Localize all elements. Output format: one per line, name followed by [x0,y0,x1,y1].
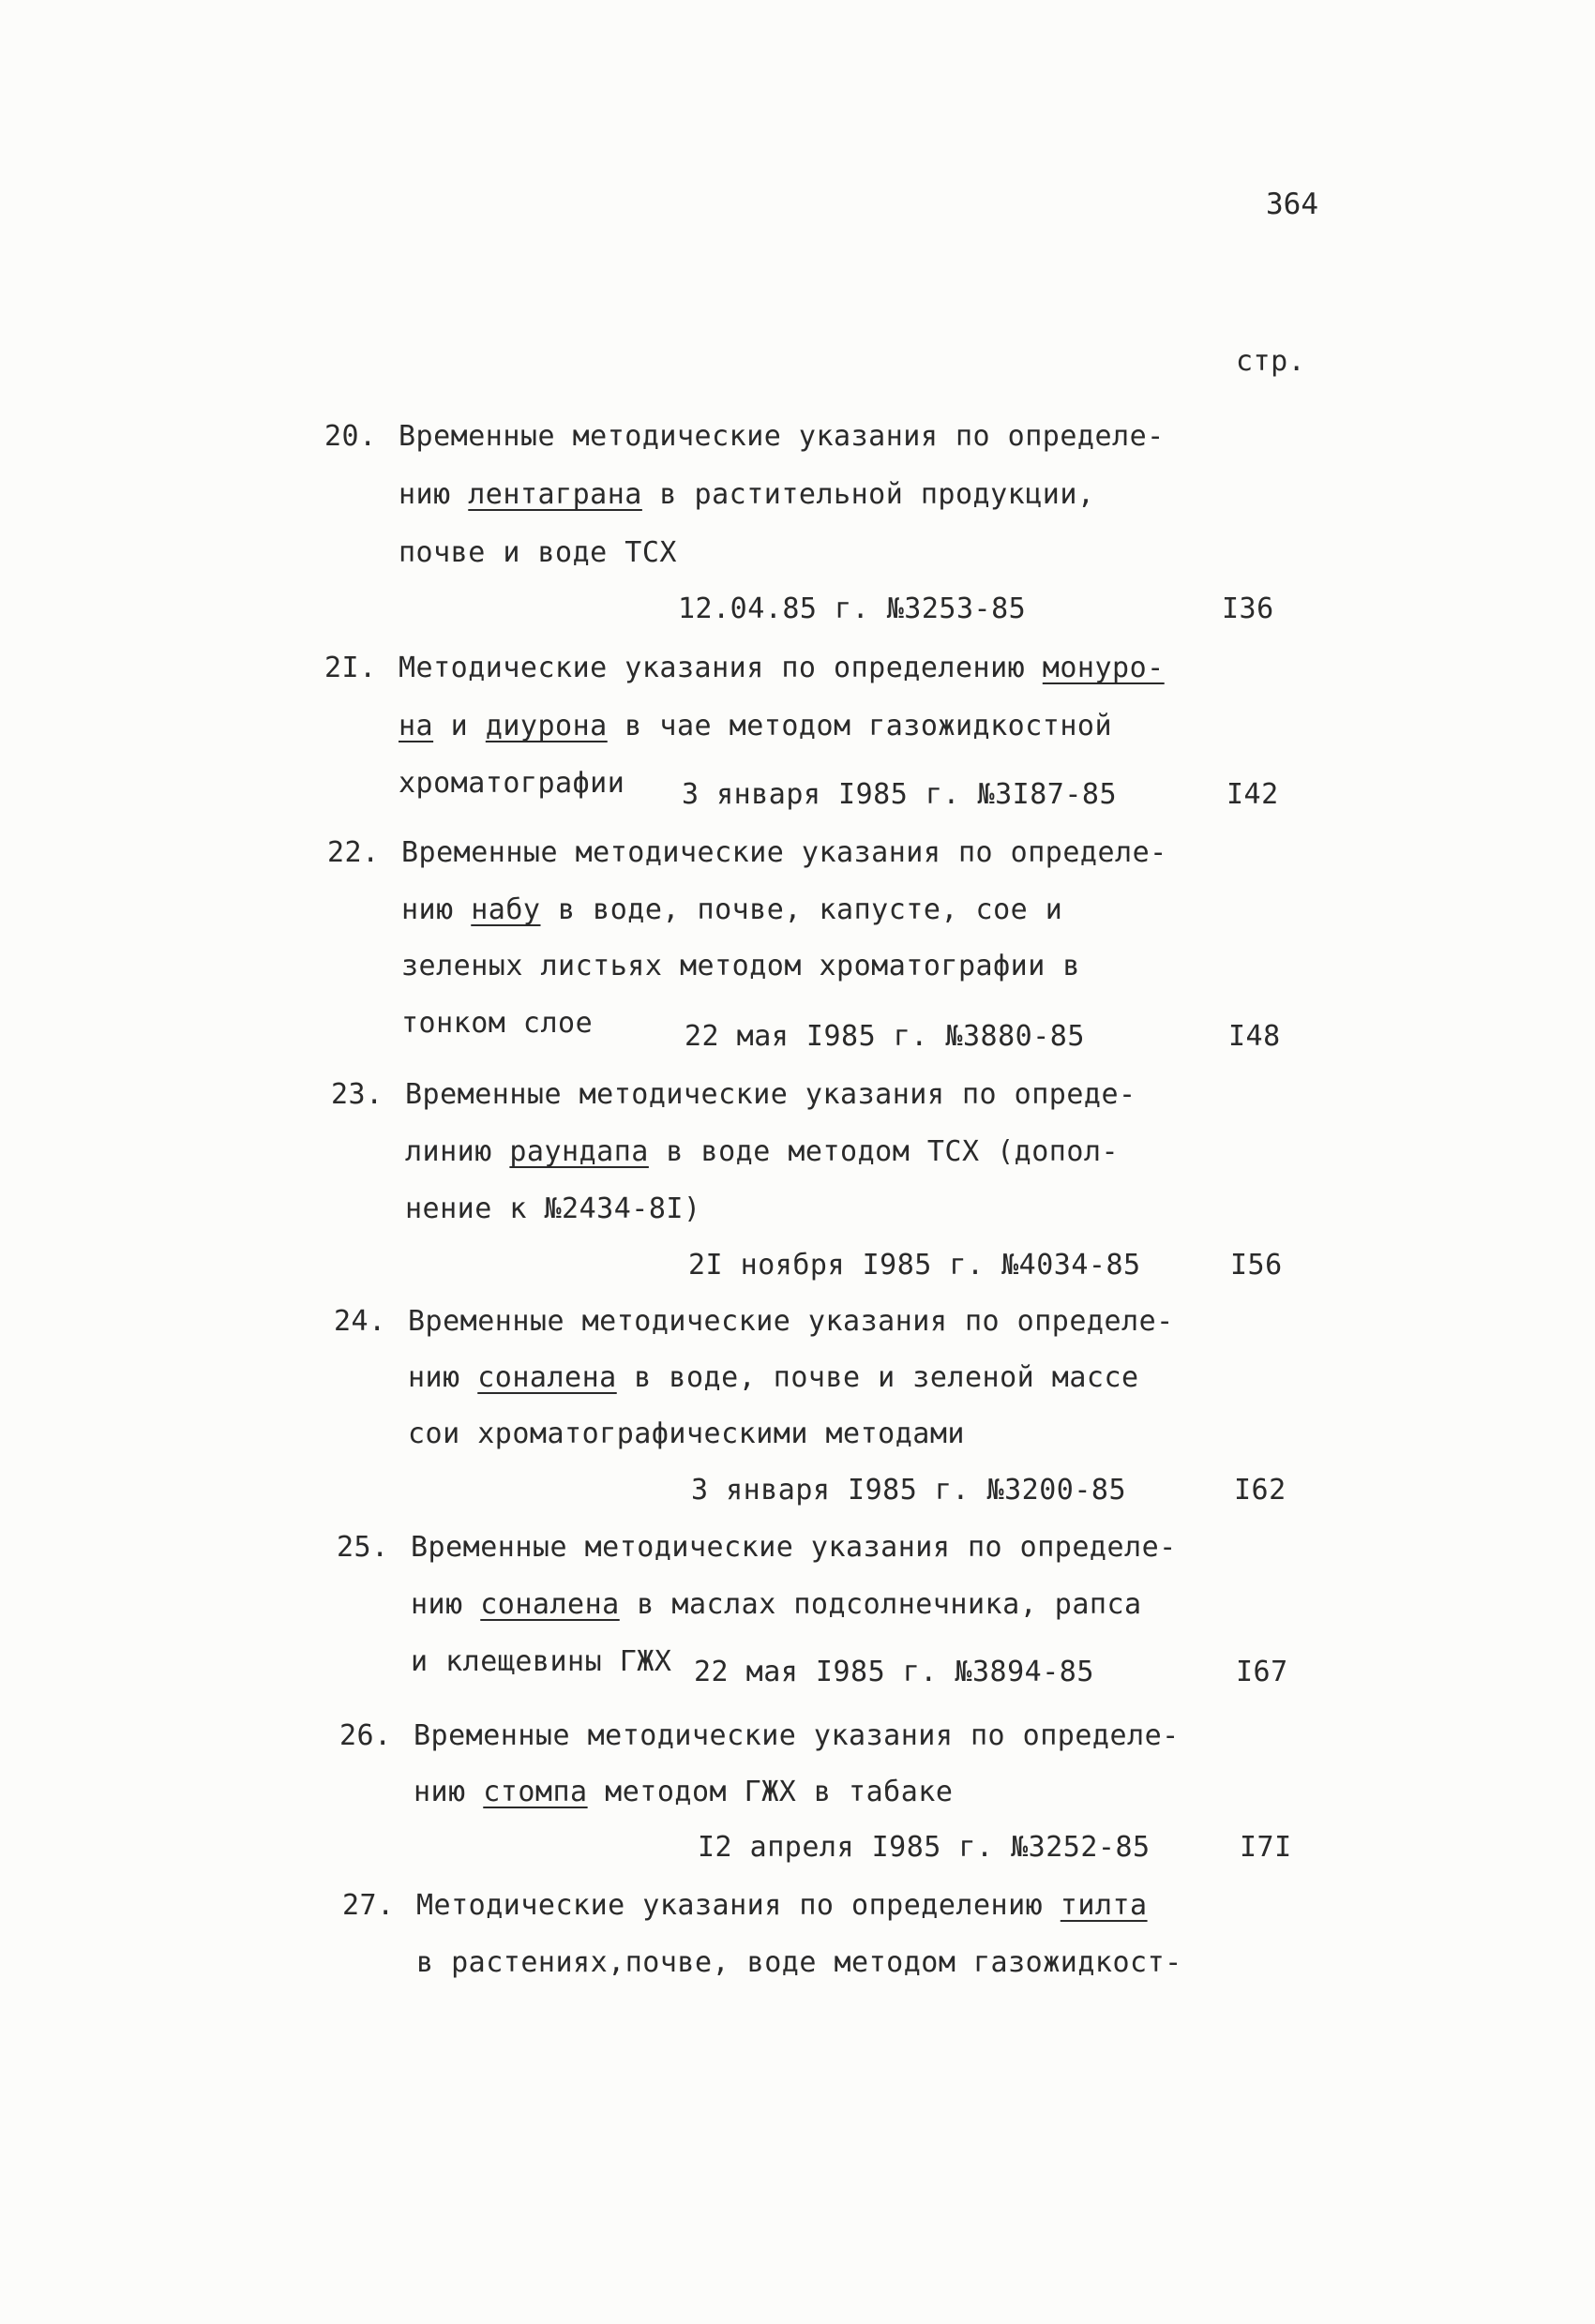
entry-title-line: сои хроматографическими методами [408,1417,965,1450]
substance-name: соналена [480,1588,620,1621]
entry-approval: 22 мая I985 г. №3894-85 [694,1656,1094,1688]
entry-title-line: Временные методические указания по определе- [399,420,1165,453]
entry-title-line: нию соналена в маслах подсолнечника, рапса [411,1588,1142,1621]
entry-number: 2I. [324,652,377,684]
entry-title-line: зеленых листьях методом хроматографии в [401,950,1080,982]
substance-name: раундапа [509,1135,649,1168]
entry-approval: I2 апреля I985 г. №3252-85 [698,1831,1151,1864]
entry-number: 23. [331,1078,384,1111]
entry-title-line: нию соналена в воде, почве и зеленой массе [408,1361,1139,1394]
substance-name: на [399,710,434,742]
entry-title-line: нию стомпа методом ГЖХ в табаке [414,1776,954,1808]
substance-name: тилта [1060,1889,1148,1922]
entry-number: 25. [337,1531,389,1564]
entry-title-line: Временные методические указания по опреде- [405,1078,1136,1111]
entry-number: 27. [342,1889,395,1922]
entry-title-line: Методические указания по определению тилта [416,1889,1148,1922]
entry-title-line: Временные методические указания по определе- [408,1305,1174,1338]
entry-number: 24. [334,1305,386,1338]
substance-name: набу [471,893,541,926]
entry-number: 22. [327,836,380,869]
substance-name: соналена [477,1361,617,1394]
substance-name: монуро- [1042,652,1165,684]
entry-approval: 12.04.85 г. №3253-85 [678,592,1027,625]
substance-name: лентаграна [468,478,642,511]
entry-title-line: Методические указания по определению монуро- [399,652,1165,684]
entry-approval: 22 мая I985 г. №3880-85 [685,1020,1085,1053]
entry-page: I62 [1234,1474,1287,1507]
entry-title-line: хроматографии [399,767,625,800]
page-number: 364 [1266,187,1318,221]
entry-title-line: в растениях,почве, воде методом газожидкост- [416,1946,1182,1979]
column-header-page: стр. [1236,345,1306,378]
entry-page: I56 [1230,1249,1283,1282]
entry-title-line: линию раундапа в воде методом ТСХ (допол- [405,1135,1120,1168]
entry-title-line: нию лентаграна в растительной продукции, [399,478,1095,511]
entry-page: I48 [1228,1020,1281,1053]
entry-approval: 3 января I985 г. №3I87-85 [682,778,1118,811]
entry-approval: 3 января I985 г. №3200-85 [691,1474,1127,1507]
entry-title-line: на и диурона в чае методом газожидкостной [399,710,1113,742]
substance-name: диурона [485,710,608,742]
entry-title-line: Временные методические указания по определе- [411,1531,1177,1564]
entry-title-line: Временные методические указания по определе- [414,1719,1180,1752]
entry-title-line: тонком слое [401,1007,594,1040]
entry-title-line: почве и воде ТСХ [399,536,677,569]
entry-number: 26. [339,1719,392,1752]
entry-number: 20. [324,420,377,453]
entry-page: I7I [1240,1831,1292,1864]
entry-page: I67 [1236,1656,1288,1688]
entry-title-line: нию набу в воде, почве, капусте, сое и [401,893,1063,926]
entry-page: I42 [1226,778,1279,811]
entry-page: I36 [1222,592,1274,625]
entry-title-line: Временные методические указания по определе- [401,836,1167,869]
entry-approval: 2I ноября I985 г. №4034-85 [688,1249,1141,1282]
entry-title-line: нение к №2434-8I) [405,1192,701,1225]
substance-name: стомпа [483,1776,588,1808]
entry-title-line: и клещевины ГЖХ [411,1645,672,1678]
